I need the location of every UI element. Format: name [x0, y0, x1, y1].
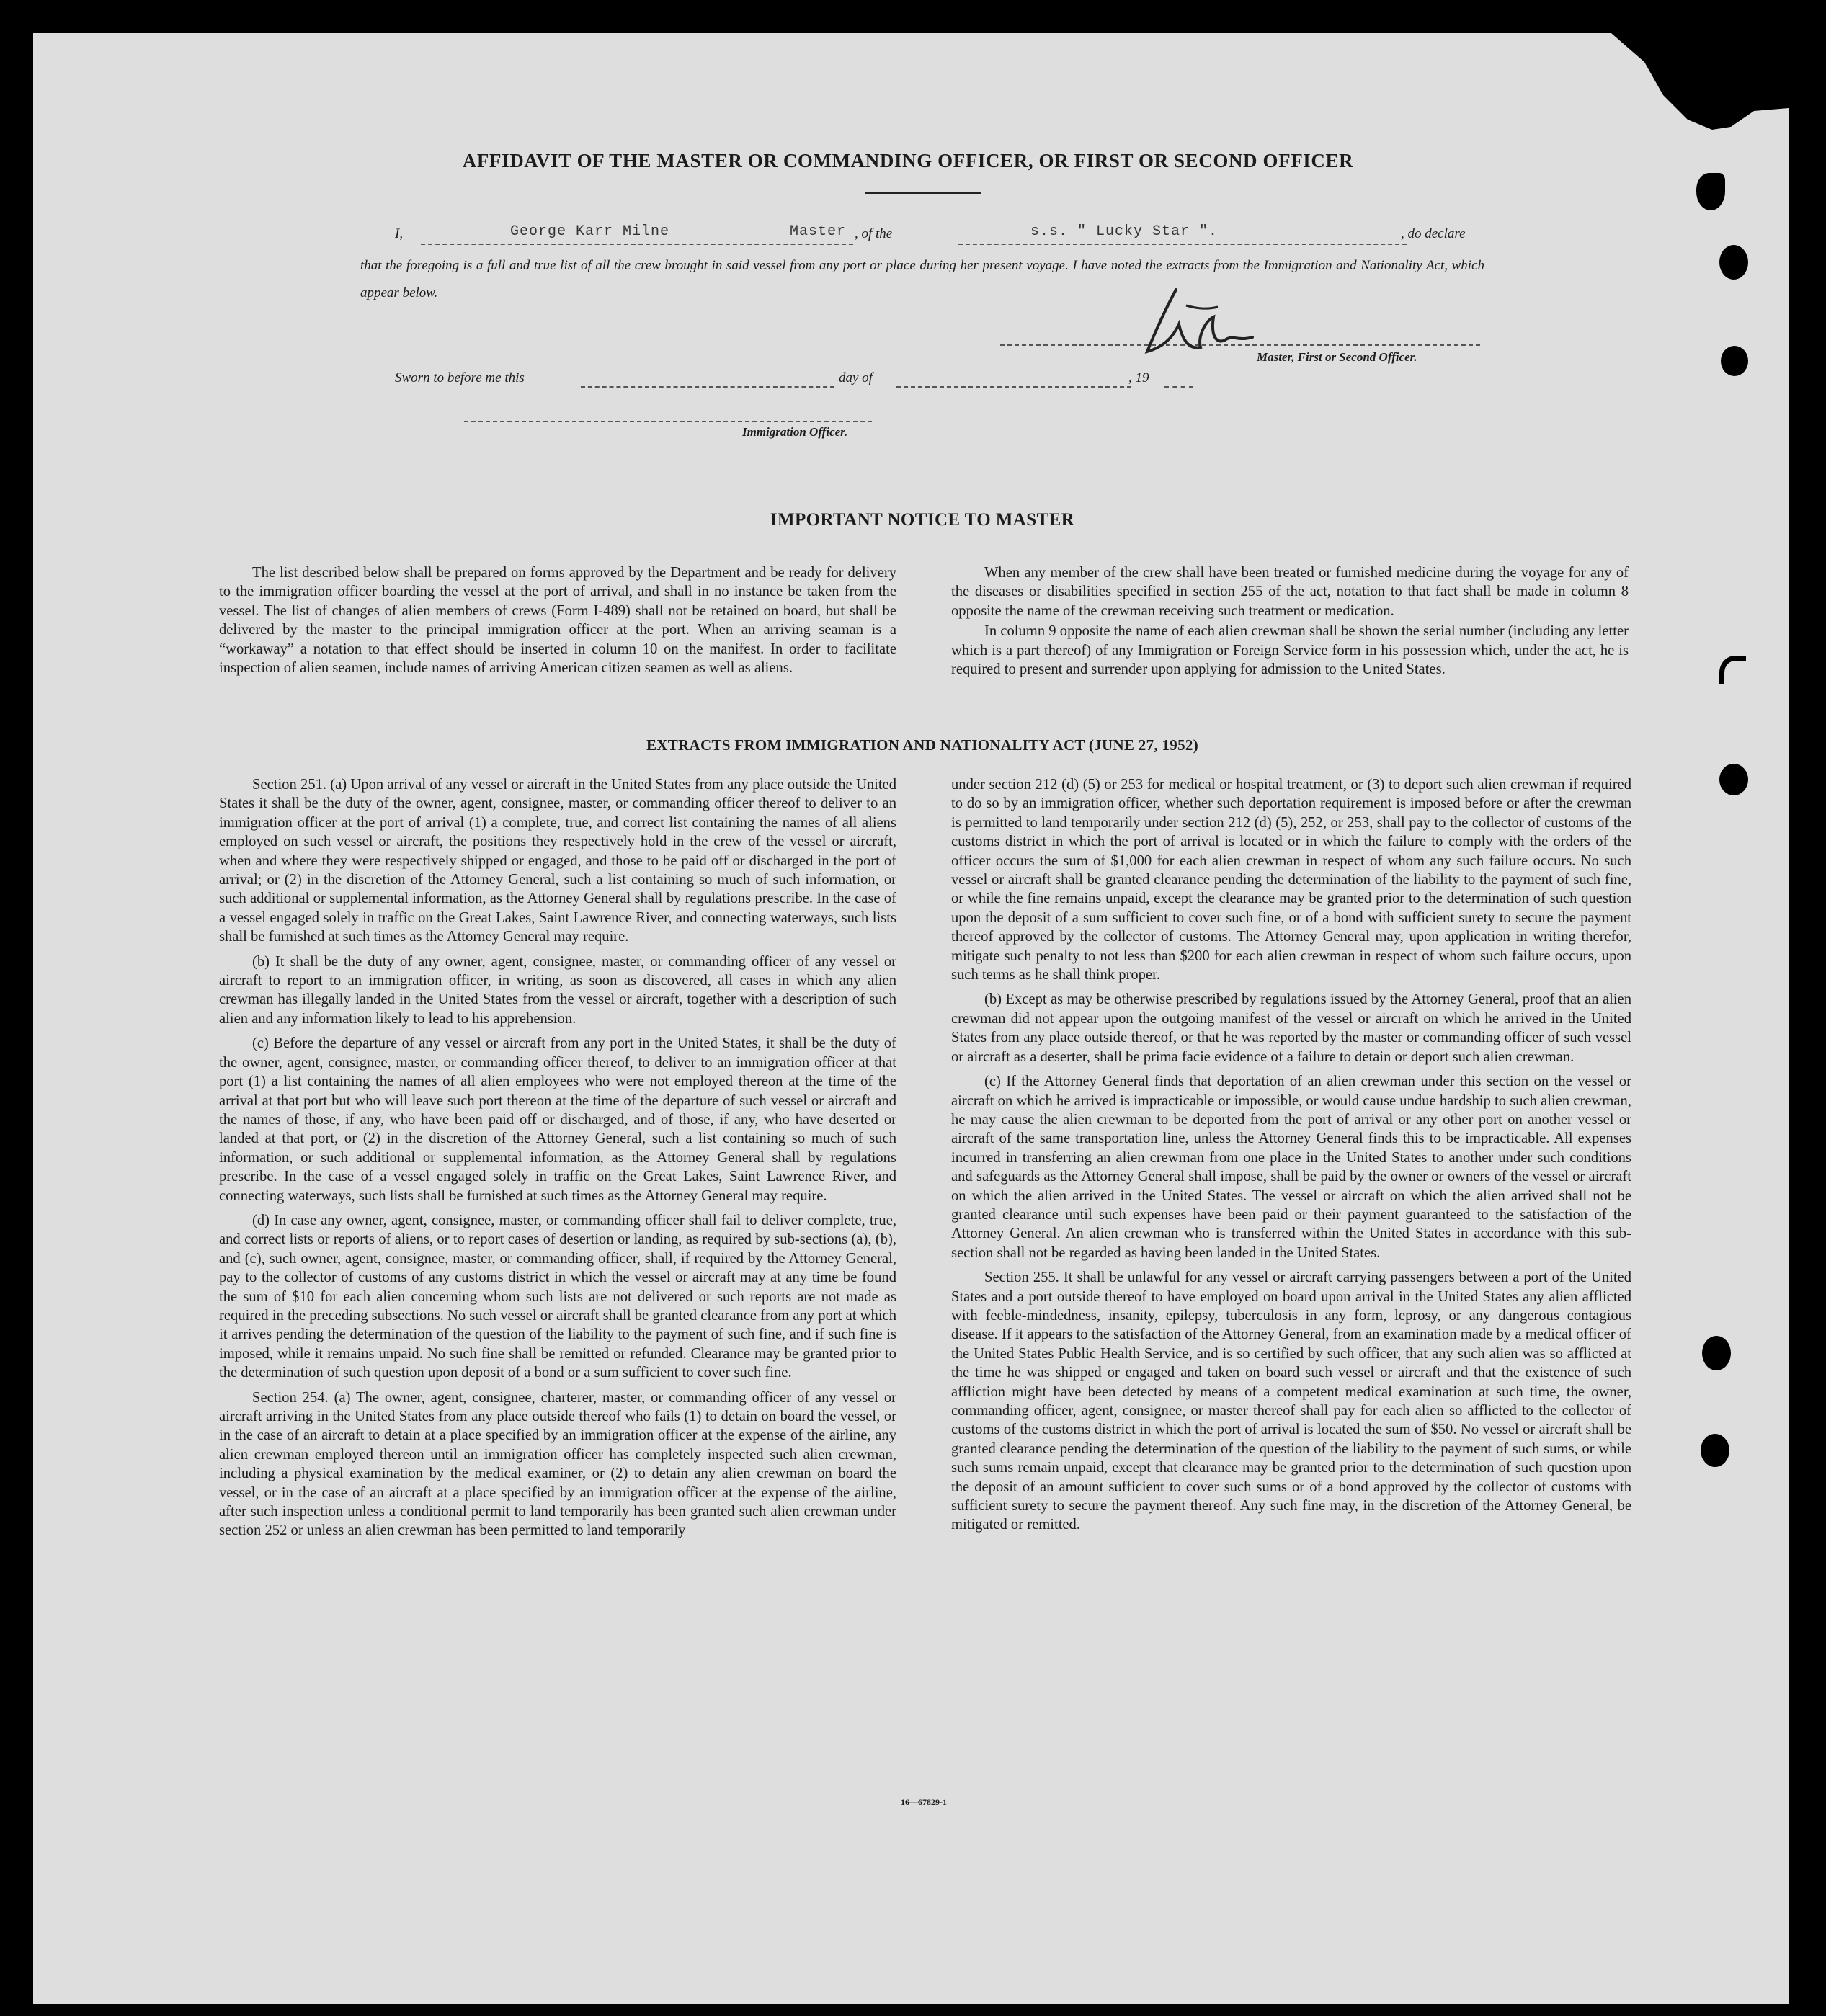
handwritten-signature [1131, 277, 1275, 370]
section-254a: Section 254. (a) The owner, agent, consignee, charterer, master, or commanding officer of any vessel or aircraft arriving in the United States from any place outside thereof who fails (1) to detain on board the vessel, or in the case of an aircraft to detain at a place specified by an immigration officer at the expense of the airline, any alien crewman employed thereon until an immigration officer has completely inspected such alien crewman, including a physical examination by the medical examiner, or (2) to detain any alien crewman on board the vessel, or in the case of an aircraft at a place specified by an immigration officer at the expense of the airline, after such inspection unless a conditional permit to land temporarily has been granted such alien crewman under section 252 or unless an alien crewman has been permitted to land temporarily [219, 1389, 896, 1539]
of-the-label: , of the [855, 226, 893, 241]
extracts-title: EXTRACTS FROM IMMIGRATION AND NATIONALITY ACT (JUNE 27, 1952) [646, 736, 1198, 754]
vessel-name: s.s. " Lucky Star ". [1030, 223, 1219, 240]
section-251d: (d) In case any owner, agent, consignee, master, or commanding officer shall fail to deliver complete, true, and correct lists or reports of aliens, or to report cases of desertion or landing, as required by sub-sections (a), (b), and (c), such owner, agent, consignee, master, or commanding officer, shall, if required by the Attorney General, pay to the collector of customs of any customs district in which the vessel or aircraft may at any time be found the sum of $10 for each alien concerning whom such lists are not delivered or such reports are not made as required in the preceding subsections. No such vessel or aircraft shall be granted clearance from any port at which it arrives pending the determination of the question of the liability to the payment of such fine, and if such fine is imposed, while it remains unpaid. No such fine shall be remitted or refunded. Clearance may be granted prior to the determination of such question upon deposit of a bond or a sum sufficient to cover such fine. [219, 1212, 896, 1381]
officer-caption: Immigration Officer. [742, 425, 848, 439]
punch-hole-4 [1719, 764, 1748, 795]
name-field-line [421, 244, 853, 245]
notice-title: IMPORTANT NOTICE TO MASTER [770, 510, 1075, 530]
title-divider [865, 192, 981, 194]
month-line [896, 386, 1131, 388]
affidavit-title: AFFIDAVIT OF THE MASTER OR COMMANDING OFFICER, OR FIRST OR SECOND OFFICER [462, 150, 1354, 171]
punch-hole-2 [1719, 245, 1748, 280]
section-251c: (c) Before the departure of any vessel or aircraft from any port in the United States, it shall be the duty of the owner, agent, consignee, master, or commanding officer thereof, to deliver to an immigration officer at that port (1) a list containing the names of all alien employees who were not employed thereon at the time of the arrival at that port but who will leave such port thereon at the time of the departure of such vessel or aircraft and the names of those, if any, who have been paid off or discharged, and of those, if any, who have deserted or landed at that port, or (2) in the discretion of the Attorney General, such a list containing so much of such information, or such additional or supplemental information, as the Attorney General shall by regulations prescribe. In the case of a vessel engaged solely in traffic on the Great Lakes, Saint Lawrence River, and connecting waterways, such lists shall be furnished at such times as the Attorney General may require. [219, 1035, 896, 1204]
section-254c: (c) If the Attorney General finds that deportation of an alien crewman under this section on the vessel or aircraft on which he arrived is impracticable or impossible, or would cause undue hardship to such alien crewman, he may cause the alien crewman to be deported from the port of arrival or any other port on another vessel or aircraft of the same transportation line, unless the Attorney General finds this to be impracticable. All expenses incurred in transferring an alien crewman from one place in the United States to another under such conditions and safeguards as the Attorney General shall impose, shall be paid by the owner or owners of the vessel or aircraft on which the alien arrived in the United States. The vessel or aircraft on which the alien arrived shall not be granted clearance until such expenses have been paid or their payment guaranteed to the satisfaction of the Attorney General. An alien crewman who is transferred within the United States in accordance with this sub-section shall not be regarded as having been landed in the United States. [951, 1074, 1631, 1261]
notice-paragraph: In column 9 opposite the name of each alien crewman shall be shown the serial number (including any letter which is a part thereof) of any Immigration or Foreign Service form in his possession which, under the act, he is required to present and surrender upon applying for admission to the United States. [951, 623, 1629, 678]
section-255: Section 255. It shall be unlawful for any vessel or aircraft carrying passengers between a port of the United States and a port outside thereof to have employed on board upon arrival in the United States any alien afflicted with feeble-mindedness, insanity, epilepsy, tuberculosis in any form, leprosy, or any dangerous contagious disease. If it appears to the satisfaction of the Attorney General, from an examination made by a medical officer of the United States Public Health Service, and is so certified by such officer, that any such alien was so afflicted at the time he was shipped or engaged and taken on board such vessel or aircraft and that the existence of such affliction might have been detected by means of a competent medical examination at such time, the owner, commanding officer, agent, consignee, or master thereof shall pay for each alien so afflicted to the collector of customs of the customs district in which the port of arrival is located the sum of $50. No vessel or aircraft shall be granted clearance pending the determination of the question of the liability to the payment of such sums, or while such sums remain unpaid, except that clearance may be granted prior to the determination of such question upon the deposit of an amount sufficient to cover such sums or of a bond approved by the collector of customs with sufficient surety to secure the payment thereof. Any such fine may, in the discretion of the Attorney General, be mitigated or remitted. [951, 1270, 1631, 1533]
signature-caption: Master, First or Second Officer. [1257, 350, 1417, 364]
declarant-rank: Master [790, 223, 847, 240]
section-251a: Section 251. (a) Upon arrival of any vessel or aircraft in the United States from any place outside the United States it shall be the duty of the owner, agent, consignee, master, or commanding officer thereof to deliver to an immigration officer at the port of arrival (1) a complete, true, and correct list containing the names of all aliens employed on such vessel or aircraft, the positions they respectively hold in the crew of the vessel or aircraft, when and where they were respectively shipped or engaged, and those to be paid off or discharged in the port of arrival; or (2) in the discretion of the Attorney General, such a list containing so much of such information, or such additional or supplemental information, as the Attorney General shall by regulations prescribe. In the case of a vessel engaged solely in traffic on the Great Lakes, Saint Lawrence River, and connecting waterways, such lists shall be furnished at such times as the Attorney General may require. [219, 777, 896, 945]
day-of-label: day of [839, 370, 873, 385]
declarant-name: George Karr Milne [510, 223, 670, 240]
affidavit-statement: that the foregoing is a full and true list of all the crew brought in said vessel from any port or place during her present voyage. I have noted the extracts from the Immigration and Nationality Act, which appear below. [360, 258, 1484, 300]
do-declare-label: , do declare [1401, 226, 1466, 241]
notice-paragraph: The list described below shall be prepared on forms approved by the Department and be ready for delivery to the immigration officer boarding the vessel at the port of arrival, and shall in no instance be taken from the vessel. The list of changes of alien members of crews (Form I-489) shall not be retained on board, but shall be delivered by the master to the principal immigration officer at the port. When an arriving seaman is a “workaway” a notation to that effect should be inserted in column 10 on the manifest. In order to facilitate inspection of alien seamen, include names of arriving American citizen seamen as well as aliens. [219, 565, 896, 677]
punch-hole-6 [1701, 1434, 1729, 1467]
vessel-field-line [958, 244, 1407, 245]
notice-paragraph: When any member of the crew shall have been treated or furnished medicine during the voyage for any of the diseases or disabilities specified in section 255 of the act, notation to that fact shall be made in column 8 opposite the name of the crewman receiving such treatment or medication. [951, 565, 1629, 619]
form-number: 16—67829-1 [901, 1797, 947, 1807]
punch-hole-5 [1702, 1336, 1731, 1370]
section-254b: (b) Except as may be otherwise prescribed by regulations issued by the Attorney General, proof that an alien crewman did not appear upon the outgoing manifest of the vessel or aircraft on which he arrived in the United States from any place outside thereof, or that he was reported by the master or commanding officer of such vessel or aircraft as a deserter, shall be prima facie evidence of a failure to detain or deport such alien crewman. [951, 991, 1631, 1065]
punch-hole-3 [1721, 346, 1748, 376]
hole-tear-mark [1719, 656, 1746, 684]
year-label: , 19 [1128, 370, 1149, 385]
notice-left-column [219, 563, 896, 683]
officer-signature-line [464, 421, 872, 422]
declaration-prefix: I, [395, 226, 404, 241]
sworn-date-line [581, 386, 834, 388]
extracts-left-column [219, 775, 896, 1546]
section-251b: (b) It shall be the duty of any owner, agent, consignee, master, or commanding officer of any vessel or aircraft to report to an immigration officer, in writing, as soon as discovered, all cases in which any alien crewman has illegally landed in the United States from the vessel or aircraft, together with a description of such alien and any information likely to lead to his apprehension. [219, 953, 896, 1027]
punch-hole-1 [1696, 173, 1725, 210]
extracts-right-column [951, 775, 1631, 1540]
section-254a-continued: under section 212 (d) (5) or 253 for medical or hospital treatment, or (3) to deport such alien crewman if required to do so by an immigration officer, whether such deportation requirement is imposed before or after the crewman is permitted to land temporarily under section 212 (d) (5), 252, or 253, shall pay to the collector of customs of the customs district in which the port of arrival is located or in which the failure to comply with the orders of the officer occurs the sum of $1,000 for each alien crewman in respect of whom any such failure occurs. No such vessel or aircraft shall be granted clearance pending the determination of the liability to the payment of such fine, or while the fine remains unpaid, except the clearance may be granted prior to the determination of such question upon the deposit of a sum sufficient to cover such fine, or of a bond with sufficient surety to secure the payment thereof approved by the collector of customs. The Attorney General may, upon application in writing therefor, mitigate such penalty to not less than $200 for each alien crewman in respect of whom such failure occurs, upon such terms as he shall think proper. [951, 777, 1631, 984]
sworn-label: Sworn to before me this [395, 370, 525, 385]
notice-right-column [951, 563, 1629, 684]
year-line [1164, 386, 1193, 388]
